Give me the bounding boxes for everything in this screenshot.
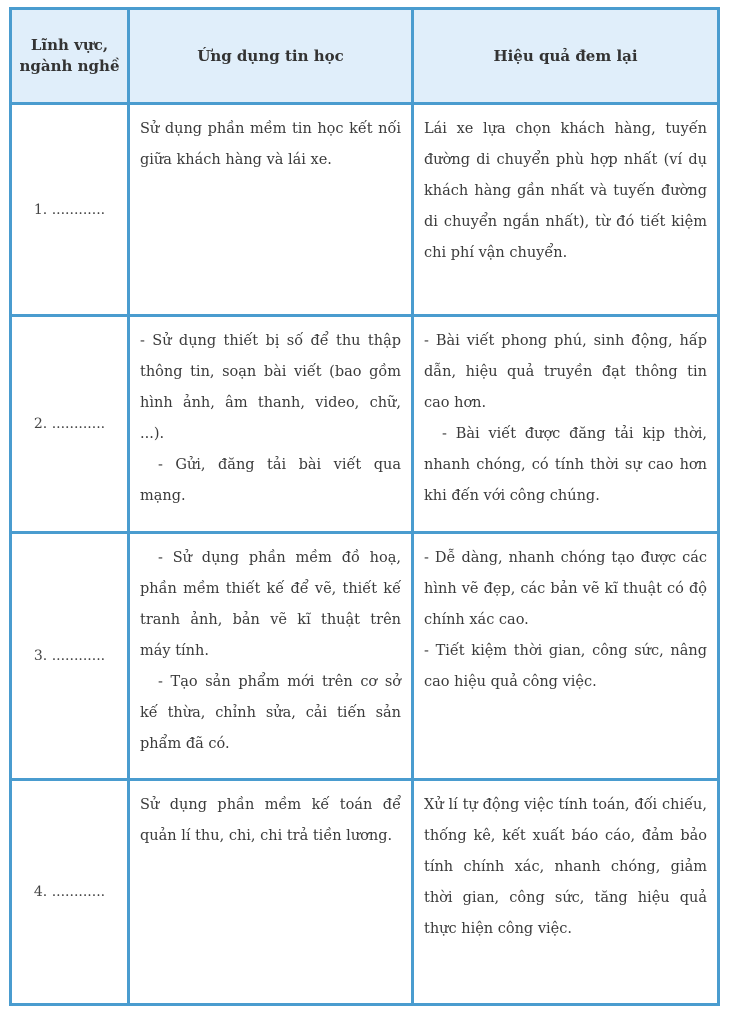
effect-text: Xử lí tự động việc tính toán, đối chiếu, thống kê, kết xuất báo cáo, đảm bảo tính chính xác, nhanh chóng, giảm thời gian, công sức, tăng hiệu quả thực hiện công việc.: [424, 797, 707, 937]
effect-text: Lái xe lựa chọn khách hàng, tuyến đường di chuyển phù hợp nhất (ví dụ khách hàng gần nhất và tuyến đường di chuyển ngắn nhất), từ đó tiết kiệm chi phí vận chuyển.: [424, 121, 707, 261]
header-field-label: Lĩnh vực, ngành nghề: [19, 36, 120, 75]
table-header-row: [11, 9, 719, 104]
field-label: 1. ............: [33, 201, 106, 218]
table-row: [11, 104, 719, 316]
table-row: [11, 780, 719, 1005]
application-cell: [129, 780, 413, 1005]
application-text: Sử dụng phần mềm tin học kết nối giữa khách hàng và lái xe.: [140, 121, 401, 168]
header-effect: [413, 9, 719, 104]
application-cell: [129, 533, 413, 780]
field-cell: [11, 104, 129, 316]
application-text: - Sử dụng thiết bị số để thu thập thông tin, soạn bài viết (bao gồm hình ảnh, âm thanh, video, chữ, ...).: [140, 333, 401, 442]
effect-cell: [413, 780, 719, 1005]
effect-text: - Tiết kiệm thời gian, công sức, nâng cao hiệu quả công việc.: [424, 643, 707, 690]
header-field: [11, 9, 129, 104]
application-cell: [129, 316, 413, 533]
effect-cell: [413, 104, 719, 316]
header-application: [129, 9, 413, 104]
effect-text: - Bài viết được đăng tải kịp thời, nhanh chóng, có tính thời sự cao hơn khi đến với công chúng.: [424, 426, 707, 504]
field-label: 4. ............: [33, 884, 106, 900]
field-cell: [11, 533, 129, 780]
information-application-table: [9, 7, 720, 1006]
header-effect-label: Hiệu quả đem lại: [493, 46, 638, 65]
application-cell: [129, 104, 413, 316]
table-row: [11, 533, 719, 780]
table-row: [11, 316, 719, 533]
application-text: - Gửi, đăng tải bài viết qua mạng.: [140, 457, 401, 504]
effect-cell: [413, 533, 719, 780]
field-cell: [11, 316, 129, 533]
field-label: 3. ............: [33, 648, 106, 664]
effect-text: - Dễ dàng, nhanh chóng tạo được các hình vẽ đẹp, các bản vẽ kĩ thuật có độ chính xác cao.: [424, 550, 707, 628]
application-text: - Sử dụng phần mềm đồ hoạ, phần mềm thiết kế để vẽ, thiết kế tranh ảnh, bản vẽ kĩ thuật trên máy tính.: [140, 550, 401, 659]
field-label: 2. ............: [33, 416, 106, 432]
effect-text: - Bài viết phong phú, sinh động, hấp dẫn, hiệu quả truyền đạt thông tin cao hơn.: [424, 333, 707, 411]
header-application-label: Ứng dụng tin học: [197, 46, 344, 65]
field-cell: [11, 780, 129, 1005]
application-text: Sử dụng phần mềm kế toán để quản lí thu, chi, chi trả tiền lương.: [140, 797, 401, 844]
effect-cell: [413, 316, 719, 533]
application-text: - Tạo sản phẩm mới trên cơ sở kế thừa, chỉnh sửa, cải tiến sản phẩm đã có.: [140, 674, 401, 752]
